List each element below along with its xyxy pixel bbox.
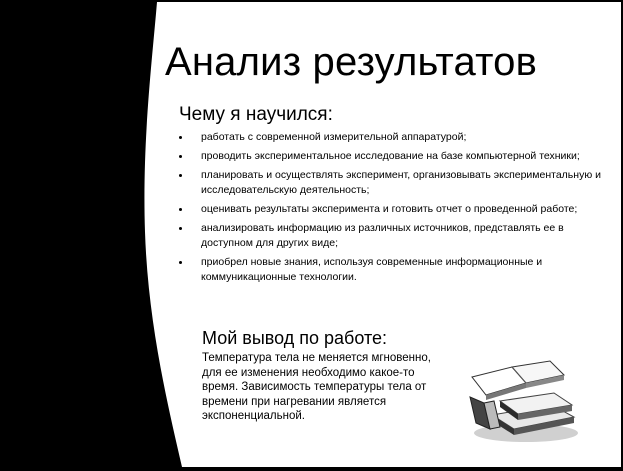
bullet-icon (179, 136, 182, 139)
conclusion-text: Температура тела не меняется мгновенно, для ее изменения необходимо какое-то время. Зависимость температуры тела от времени при нагревании является экспоненциальной. (202, 352, 431, 422)
bullet-icon (179, 261, 182, 264)
bullet-icon (179, 227, 182, 230)
learned-list (177, 130, 607, 289)
list-item (177, 221, 607, 251)
bullet-icon (179, 208, 182, 211)
slide (2, 2, 621, 467)
conclusion-heading: Мой вывод по работе: (202, 328, 388, 348)
list-item (177, 202, 607, 217)
list-item-text: оценивать результаты эксперимента и готовить отчет о проведенной работе; (201, 203, 578, 215)
bullet-icon (179, 174, 182, 177)
stack-of-books-icon (464, 357, 582, 445)
learned-heading: Чему я научился: (179, 104, 333, 125)
list-item-text: проводить экспериментальное исследование на базе компьютерной техники; (201, 150, 580, 162)
bullet-icon (179, 155, 182, 158)
list-item (177, 255, 607, 285)
list-item-text: приобрел новые знания, используя современные информационные и коммуникационные технологии. (201, 256, 543, 283)
list-item-text: работать с современной измерительной аппаратурой; (201, 131, 467, 143)
list-item (177, 130, 607, 145)
list-item (177, 149, 607, 164)
slide-title: Анализ результатов (165, 40, 538, 84)
list-item (177, 168, 607, 198)
list-item-text: планировать и осуществлять эксперимент, организовывать экспериментальную и исследовательскую деятельность; (201, 169, 601, 196)
list-item-text: анализировать информацию из различных источников, представлять ее в доступном для других виде; (201, 222, 564, 249)
